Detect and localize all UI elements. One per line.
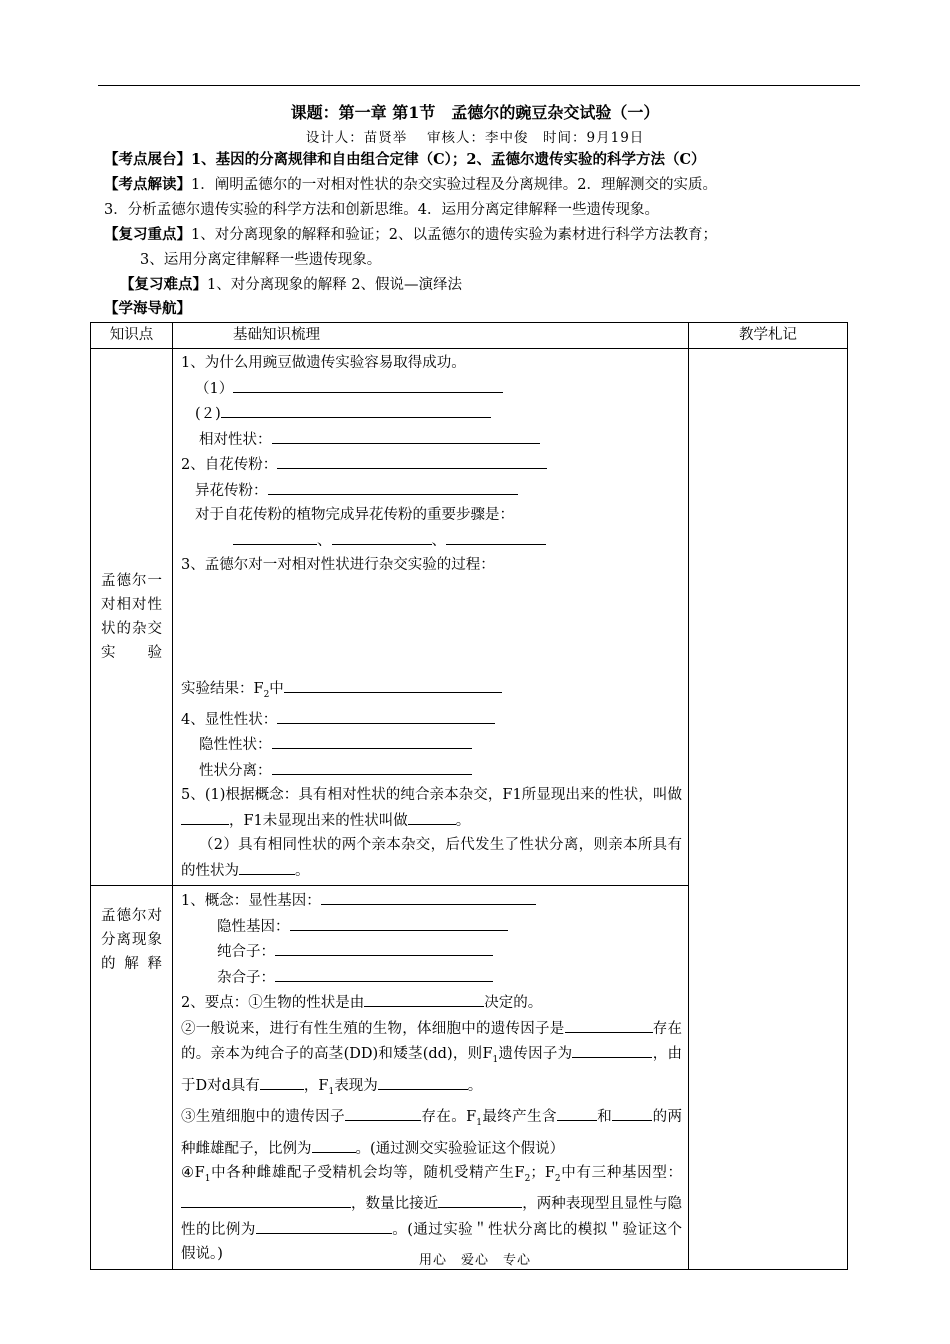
blank[interactable]: [446, 528, 546, 545]
blank[interactable]: [557, 1104, 597, 1121]
blank[interactable]: [284, 676, 502, 693]
kaodian-jiedu-line2: 3．分析孟德尔遗传实验的科学方法和创新思维。4．运用分离定律解释一些遗传现象。: [104, 202, 659, 218]
top-rule: [98, 85, 860, 86]
notes-cell[interactable]: [689, 349, 848, 1270]
blank[interactable]: [312, 1136, 356, 1153]
blank[interactable]: [272, 732, 472, 749]
blank[interactable]: [181, 808, 229, 825]
table-row: [91, 349, 848, 886]
blank[interactable]: [321, 888, 536, 905]
blank[interactable]: [277, 707, 495, 724]
kaodian-jiedu: 【考点解读】1．阐明孟德尔的一对相对性状的杂交实验过程及分离规律。2．理解测交的实质。: [104, 176, 717, 193]
blank[interactable]: [612, 1104, 652, 1121]
fuxi-nandian: 【复习难点】1、对分离现象的解释 2、假说—演绎法: [120, 276, 463, 293]
blank[interactable]: [275, 965, 493, 982]
blank[interactable]: [268, 478, 518, 495]
blank[interactable]: [572, 1041, 652, 1058]
author-line: 设计人：苗贤举 审核人：李中俊 时间：9月19日: [305, 130, 645, 146]
blank[interactable]: [565, 1016, 653, 1033]
blank[interactable]: [256, 1217, 392, 1234]
blank[interactable]: [272, 758, 472, 775]
fuxi-zhongdian: 【复习重点】1、对分离现象的解释和验证；2、以孟德尔的遗传实验为素材进行科学方法教育；: [104, 226, 717, 243]
blank[interactable]: [277, 452, 547, 469]
blank[interactable]: [233, 376, 503, 393]
blank[interactable]: [290, 914, 508, 931]
blank[interactable]: [345, 1104, 421, 1121]
blank-area: [181, 578, 682, 676]
blank[interactable]: [272, 427, 540, 444]
blank[interactable]: [221, 401, 491, 418]
blank[interactable]: [260, 1073, 304, 1090]
topic-2-text: 孟德尔对分离现象的解释: [101, 908, 162, 973]
blank[interactable]: [438, 1191, 522, 1208]
blank[interactable]: [233, 528, 317, 545]
content-cell-2: 1、概念：显性基因： 隐性基因： 纯合子： 杂合子： 2、要点：①生物的性状是由 决定的。 ②一般说来，进行有性生殖的生物，体细胞中的遗传因子是 存在的。亲本为纯合子的高茎(DD)和矮茎(dd)，则$F_1$遗传因子为 ，由于D对d具有 ，$F_1$表现为 。 ③生殖细胞中的遗传因子 存在。$F_1$最终产生含 和 的两种雌雄配子，比例为 。(通过测交实验验证这个假说） $④F_1$中各种雌雄配子受精机会均等，随机受精产生$F_2$；$F_2$中有三种基因型：，数量比接近 ，两种表现型且显性与隐性的比例为 。(通过实验＂性状分离比的模拟＂验证这个假说。): [173, 886, 689, 1270]
content-cell-1: 1、为什么用豌豆做遗传实验容易取得成功。 （1） (２) 相对性状： 2、自花传粉： 异花传粉： 对于自花传粉的植物完成异花传粉的重要步骤是： 、 、 3、孟德尔对一对相对性状进行杂交实验的过程： 实验结果：$F_2$中 4、显性性状： 隐性性状： 性状分离： 5、(1)根据概念：具有相对性状的纯合亲本杂交，F1所显现出来的性状，叫做，F1未显现出来的性状叫做 。 （2）具有相同性状的两个亲本杂交，后代发生了性状分离，则亲本所具有的性状为 。: [173, 349, 689, 886]
page-title: 课题：第一章 第1节 孟德尔的豌豆杂交试验（一）: [290, 103, 660, 122]
blank[interactable]: [275, 939, 493, 956]
topic-1-text: 孟德尔一对相对性状的杂交实验: [101, 573, 162, 662]
xuehai-daohang: 【学海导航】: [104, 300, 191, 317]
blank[interactable]: [378, 1073, 468, 1090]
blank[interactable]: [239, 858, 295, 875]
header-basics: 基础知识梳理: [173, 323, 689, 349]
fuxi-zhongdian-line2: 3、运用分离定律解释一些遗传现象。: [140, 252, 382, 268]
header-knowledge-point: 知识点: [91, 323, 173, 349]
topic-cell-2: [91, 886, 173, 1270]
blank[interactable]: [364, 990, 484, 1007]
topic-cell-1: [91, 349, 173, 886]
page-footer: 用心 爱心 专心: [418, 1253, 531, 1268]
kaodian-zhantai: 【考点展台】1、基因的分离规律和自由组合定律（C）；2、孟德尔遗传实验的科学方法（C）: [104, 151, 706, 168]
header-notes: 教学札记: [689, 323, 848, 349]
blank[interactable]: [408, 808, 456, 825]
blank[interactable]: [181, 1191, 351, 1208]
table-header-row: [91, 323, 848, 349]
blank[interactable]: [332, 528, 432, 545]
study-table: [90, 322, 848, 1270]
